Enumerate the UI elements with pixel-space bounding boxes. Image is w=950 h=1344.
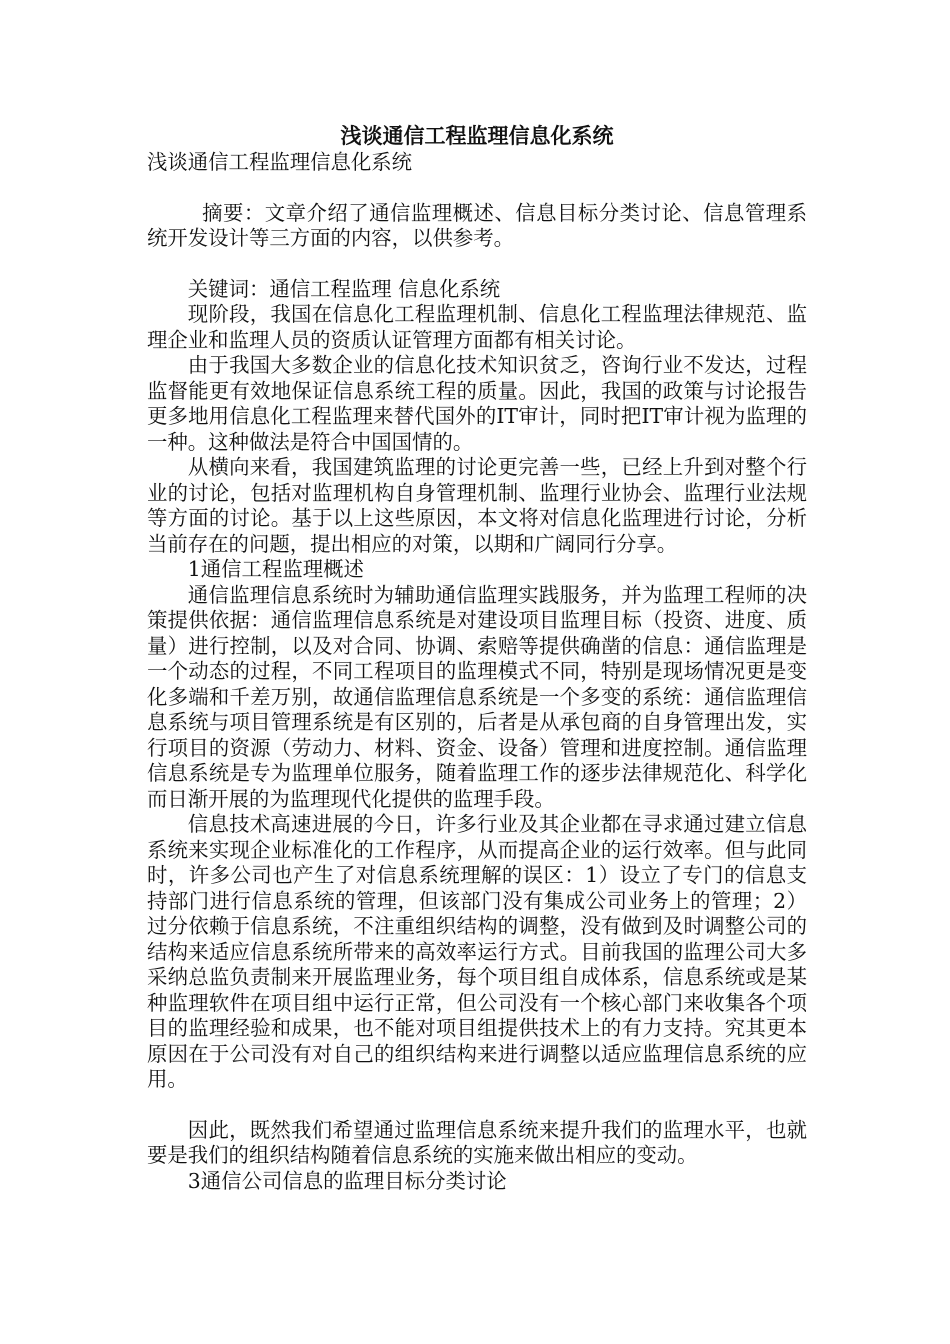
document-title: 浅谈通信工程监理信息化系统 <box>340 124 614 148</box>
spacer <box>147 252 807 277</box>
body-paragraph: 由于我国大多数企业的信息化技术知识贫乏，咨询行业不发达，过程监督能更有效地保证信息系统工程的质量。因此，我国的政策与讨论报告更多地用信息化工程监理来替代国外的IT审计，同时把IT审计视为监理的一种。这种做法是符合中国国情的。 <box>147 353 807 454</box>
document-subtitle: 浅谈通信工程监理信息化系统 <box>147 150 413 174</box>
section-heading: 1通信工程监理概述 <box>187 557 364 581</box>
body-paragraph: 从横向来看，我国建筑监理的讨论更完善一些，已经上升到对整个行业的讨论，包括对监理机构自身管理机制、监理行业协会、监理行业法规等方面的讨论。基于以上这些原因，本文将对信息化监理进行讨论，分析当前存在的问题，提出相应的对策，以期和广阔同行分享。 <box>147 455 807 556</box>
section-heading: 3通信公司信息的监理目标分类讨论 <box>187 1168 507 1193</box>
spacer <box>147 176 807 201</box>
body-paragraph: 现阶段，我国在信息化工程监理机制、信息化工程监理法律规范、监理企业和监理人员的资质认证管理方面都有相关讨论。 <box>147 302 807 352</box>
body-paragraph: 信息技术高速进展的今日，许多行业及其企业都在寻求通过建立信息系统来实现企业标准化的工作程序，从而提高企业的运行效率。但与此同时，许多公司也产生了对信息系统理解的误区：1）设立了专门的信息支持部门进行信息系统的管理，但该部门没有集成公司业务上的管理；2）过分依赖于信息系统，不注重组织结构的调整，没有做到及时调整公司的结构来适应信息系统所带来的高效率运行方式。目前我国的监理公司大多采纳总监负责制来开展监理业务，每个项目组自成体系，信息系统或是某种监理软件在项目组中运行正常，但公司没有一个核心部门来收集各个项目的监理经验和成果，也不能对项目组提供技术上的有力支持。究其更本原因在于公司没有对自己的组织结构来进行调整以适应监理信息系统的应用。 <box>147 812 807 1091</box>
abstract-paragraph: 摘要：文章介绍了通信监理概述、信息目标分类讨论、信息管理系统开发设计等三方面的内容，以供参考。 <box>147 200 807 250</box>
document-body <box>147 122 807 1194</box>
body-paragraph: 通信监理信息系统时为辅助通信监理实践服务，并为监理工程师的决策提供依据：通信监理信息系统是对建设项目监理目标（投资、进度、质量）进行控制，以及对合同、协调、索赔等提供确凿的信息：通信监理是一个动态的过程，不同工程项目的监理模式不同，特别是现场情况更是变化多端和千差万别，故通信监理信息系统是一个多变的系统：通信监理信息系统与项目管理系统是有区别的，后者是从承包商的自身管理出发，实行项目的资源（劳动力、材料、资金、设备）管理和进度控制。通信监理信息系统是专为监理单位服务，随着监理工作的逐步法律规范化、科学化而日渐开展的为监理现代化提供的监理手段。 <box>147 582 807 811</box>
spacer <box>147 1093 807 1118</box>
keywords-line: 关键词：通信工程监理 信息化系统 <box>187 276 501 301</box>
body-paragraph: 因此，既然我们希望通过监理信息系统来提升我们的监理水平，也就要是我们的组织结构随着信息系统的实施来做出相应的变动。 <box>147 1117 807 1167</box>
